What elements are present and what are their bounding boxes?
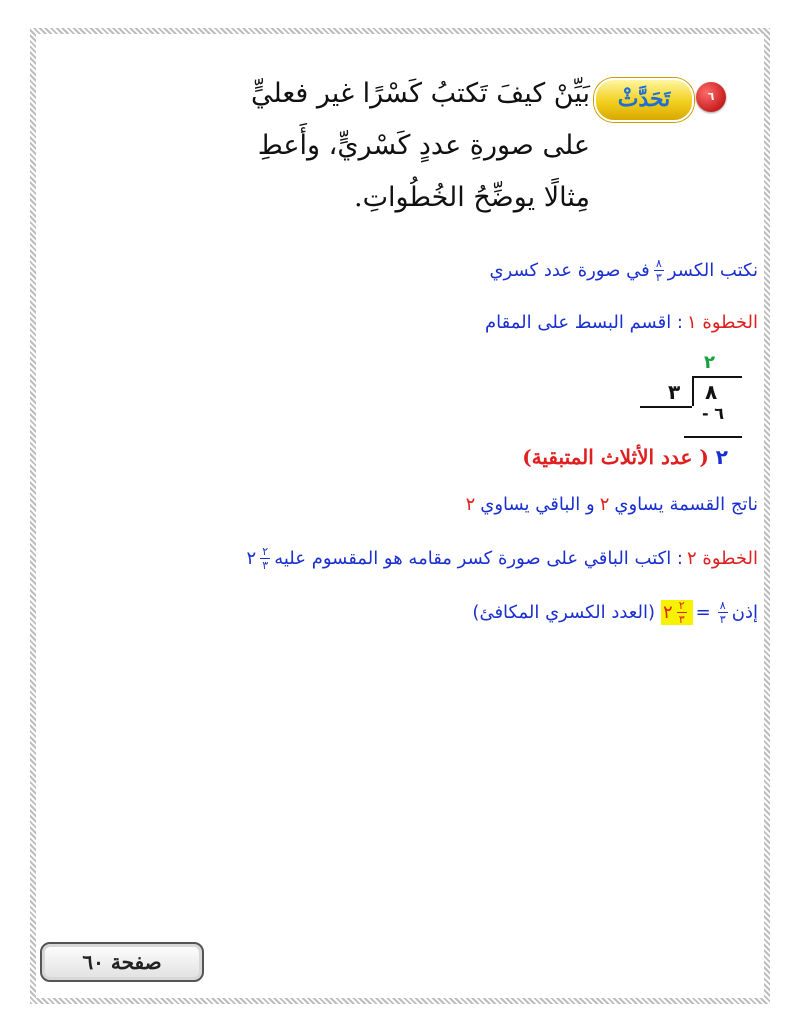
step-2-label: الخطوة ٢ <box>687 548 758 569</box>
division-divisor: ٣ <box>668 380 681 404</box>
question-line-3: مِثالًا يوضِّحُ الخُطُواتِ. <box>354 182 590 213</box>
result-remainder: ٢ <box>465 494 476 515</box>
division-subtract: ٦ - <box>702 404 724 423</box>
conclusion <box>472 600 758 625</box>
fraction-denominator: ٣ <box>262 559 269 572</box>
mixed-whole: ٢ <box>662 602 673 623</box>
equals-sign: = <box>695 602 711 623</box>
fraction-denominator: ٣ <box>719 613 726 626</box>
step-1 <box>485 312 758 333</box>
answer-intro <box>489 258 758 283</box>
result-text-2: و الباقي يساوي <box>480 494 595 515</box>
fraction-8-3 <box>654 258 664 283</box>
fraction-denominator: ٣ <box>678 613 685 626</box>
conclusion-prefix: إذن <box>731 602 758 623</box>
fraction-denominator: ٣ <box>655 271 662 284</box>
division-quotient: ٢ <box>704 352 715 373</box>
question-number-badge: ٦ <box>696 82 726 112</box>
fraction-numerator: ٨ <box>719 599 726 612</box>
question-line-2: على صورةِ عددٍ كَسْريٍّ، وأَعطِ <box>257 130 590 161</box>
result-quotient: ٢ <box>599 494 610 515</box>
question-line-1: بَيِّنْ كيفَ تَكتبُ كَسْرًا غير فعليٍّ <box>250 78 590 109</box>
step-2 <box>247 546 758 571</box>
step-2-whole: ٢ <box>246 548 257 569</box>
division-dividend: ٨ <box>705 380 718 404</box>
fraction-numerator: ٨ <box>655 257 662 270</box>
step-1-label: الخطوة ١ <box>687 312 758 333</box>
fraction-2-3 <box>260 546 270 571</box>
result-text-1: ناتج القسمة يساوي <box>614 494 758 515</box>
conclusion-note: (العدد الكسري المكافئ) <box>472 602 655 623</box>
division-remainder: ٢ <box>715 445 728 469</box>
mixed-number-highlight <box>661 600 693 625</box>
division-remainder-row <box>522 445 728 469</box>
remainder-note: ( عدد الأثلاث المتبقية) <box>522 445 709 469</box>
talk-badge: تَحَدَّثْ <box>594 78 694 122</box>
fraction-numerator: ٢ <box>262 545 269 558</box>
page-number-tag: صفحة ٦٠ <box>40 942 204 982</box>
step-1-text: : اقسم البسط على المقام <box>485 312 683 333</box>
result-line <box>466 494 758 515</box>
intro-before: نكتب الكسر <box>667 260 758 281</box>
fraction-2-3 <box>677 600 687 625</box>
page-border <box>30 28 770 1004</box>
fraction-numerator: ٢ <box>678 599 685 612</box>
fraction-8-3 <box>718 600 728 625</box>
step-2-text: : اكتب الباقي على صورة كسر مقامه هو المقسوم عليه <box>274 548 683 569</box>
intro-after: في صورة عدد كسري <box>489 260 650 281</box>
